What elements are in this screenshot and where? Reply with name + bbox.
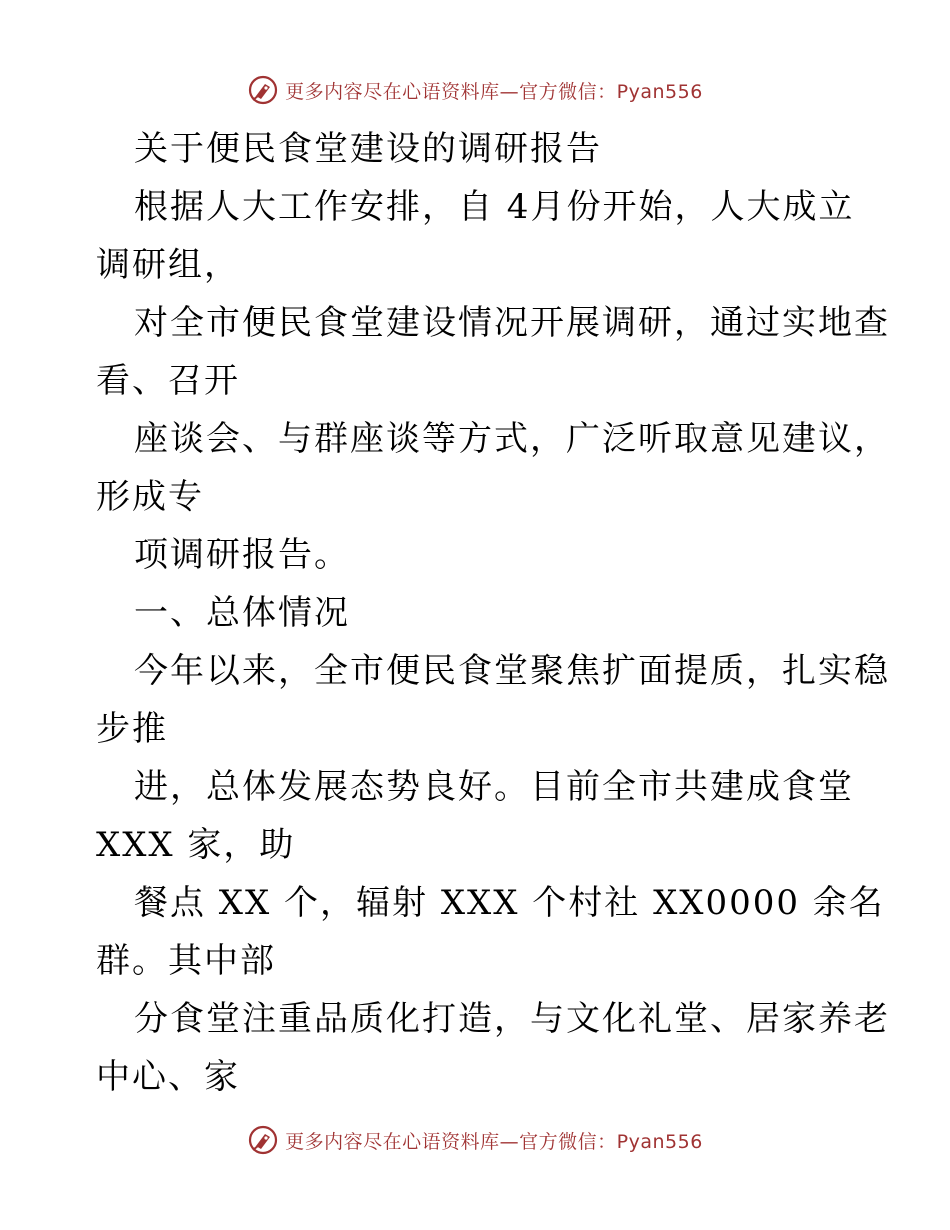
section-heading: 一、总体情况 — [134, 593, 350, 633]
paragraph-line: 对全市便民食堂建设情况开展调研，通过实地查 — [134, 303, 890, 343]
paragraph-line: 餐点 XX 个，辐射 XXX 个村社 XX0000 余名 — [134, 883, 885, 923]
paragraph-line: 项调研报告。 — [134, 535, 350, 575]
header-banner-text: 更多内容尽在心语资料库—官方微信：Pyan556 — [285, 80, 703, 103]
document-title: 关于便民食堂建设的调研报告 — [134, 129, 602, 169]
document-body — [96, 120, 890, 1106]
pen-nib-seal-icon — [247, 74, 279, 106]
footer-banner — [0, 1120, 950, 1160]
paragraph-line: 座谈会、与群座谈等方式，广泛听取意见建议， — [134, 419, 890, 459]
paragraph-line: 看、召开 — [96, 361, 240, 401]
header-banner — [0, 70, 950, 110]
paragraph-line: 形成专 — [96, 477, 204, 517]
paragraph-line: XXX 家，助 — [96, 825, 296, 865]
paragraph-line: 分食堂注重品质化打造，与文化礼堂、居家养老 — [134, 999, 890, 1039]
paragraph-line: 步推 — [96, 709, 168, 749]
paragraph-line: 根据人大工作安排，自 4月份开始，人大成立 — [134, 187, 855, 227]
paragraph-line: 群。其中部 — [96, 941, 276, 981]
footer-banner-text: 更多内容尽在心语资料库—官方微信：Pyan556 — [285, 1130, 703, 1153]
paragraph-line: 今年以来，全市便民食堂聚焦扩面提质，扎实稳 — [134, 651, 890, 691]
pen-nib-seal-icon — [247, 1124, 279, 1156]
paragraph-line: 进，总体发展态势良好。目前全市共建成食堂 — [134, 767, 854, 807]
paragraph-line: 中心、家 — [96, 1057, 240, 1097]
paragraph-line: 调研组， — [96, 245, 240, 285]
